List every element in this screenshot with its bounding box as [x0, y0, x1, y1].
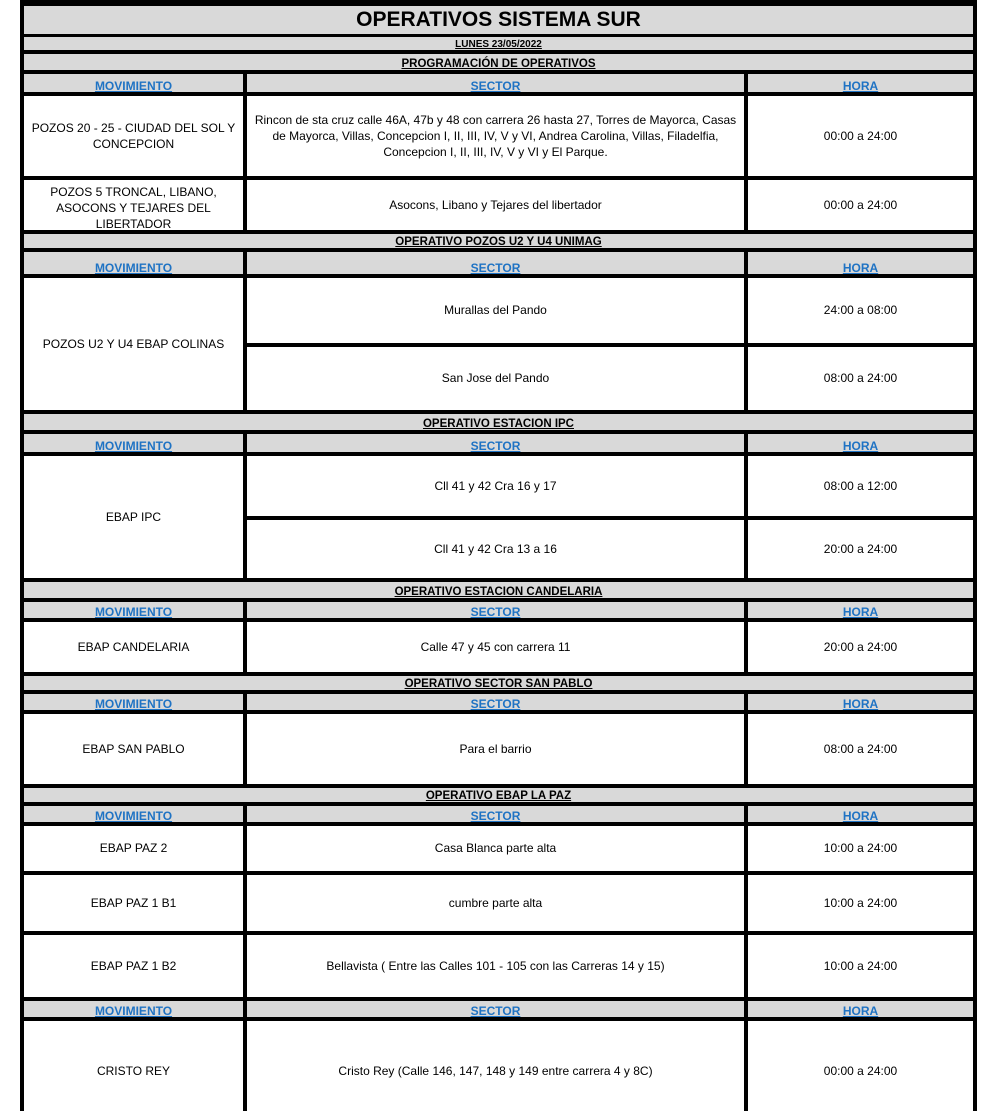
- cell-movimiento: EBAP IPC: [24, 456, 243, 578]
- header-hora: HORA: [748, 694, 973, 710]
- cell-sector: Cll 41 y 42 Cra 13 a 16: [247, 520, 744, 578]
- cell-hora: 08:00 a 24:00: [748, 347, 973, 410]
- header-sector: SECTOR: [247, 74, 744, 92]
- cell-sector: San Jose del Pando: [247, 347, 744, 410]
- cell-movimiento: EBAP PAZ 2: [24, 826, 243, 871]
- cell-sector: Para el barrio: [247, 714, 744, 784]
- column-header-row: [24, 806, 973, 822]
- column-header-row: [24, 602, 973, 618]
- cell-movimiento: CRISTO REY: [24, 1021, 243, 1111]
- header-movimiento: MOVIMIENTO: [24, 602, 243, 618]
- header-sector: SECTOR: [247, 806, 744, 822]
- column-header-row: [24, 694, 973, 710]
- cell-hora: 20:00 a 24:00: [748, 622, 973, 672]
- header-sector: SECTOR: [247, 602, 744, 618]
- header-hora: HORA: [748, 74, 973, 92]
- header-hora: HORA: [748, 1001, 973, 1017]
- cell-sector: Cll 41 y 42 Cra 16 y 17: [247, 456, 744, 516]
- cell-movimiento: POZOS U2 Y U4 EBAP COLINAS: [24, 278, 243, 410]
- header-sector: SECTOR: [247, 1001, 744, 1017]
- cell-hora: 10:00 a 24:00: [748, 935, 973, 997]
- column-header-row: [24, 1001, 973, 1017]
- section-title-lapaz: OPERATIVO EBAP LA PAZ: [24, 788, 973, 802]
- header-hora: HORA: [748, 602, 973, 618]
- header-movimiento: MOVIMIENTO: [24, 74, 243, 92]
- cell-sector: cumbre parte alta: [247, 875, 744, 931]
- cell-hora: 08:00 a 24:00: [748, 714, 973, 784]
- section-title-programacion: PROGRAMACIÓN DE OPERATIVOS: [24, 54, 973, 70]
- column-header-row: [24, 74, 973, 92]
- cell-hora: 00:00 a 24:00: [748, 1021, 973, 1111]
- spreadsheet: [20, 0, 977, 1111]
- header-movimiento: MOVIMIENTO: [24, 1001, 243, 1017]
- cell-hora: 24:00 a 08:00: [748, 278, 973, 343]
- cell-movimiento: EBAP CANDELARIA: [24, 622, 243, 672]
- cell-hora: 00:00 a 24:00: [748, 96, 973, 176]
- header-movimiento: MOVIMIENTO: [24, 252, 243, 274]
- cell-movimiento: POZOS 20 - 25 - CIUDAD DEL SOL Y CONCEPCION: [24, 96, 243, 176]
- cell-sector: Asocons, Libano y Tejares del libertador: [247, 180, 744, 230]
- header-movimiento: MOVIMIENTO: [24, 434, 243, 452]
- cell-sector: Calle 47 y 45 con carrera 11: [247, 622, 744, 672]
- cell-hora: 08:00 a 12:00: [748, 456, 973, 516]
- cell-sector: Rincon de sta cruz calle 46A, 47b y 48 con carrera 26 hasta 27, Torres de Mayorca, Casas de Mayorca, Villas, Concepcion I, II, III, IV, V y VI, Andrea Carolina, Villas, Filadelfia, Concepcion I, II, III, IV, V y VI y El Parque.: [247, 96, 744, 176]
- section-title-candelaria: OPERATIVO ESTACION CANDELARIA: [24, 582, 973, 598]
- cell-movimiento: EBAP PAZ 1 B1: [24, 875, 243, 931]
- cell-hora: 10:00 a 24:00: [748, 875, 973, 931]
- header-hora: HORA: [748, 806, 973, 822]
- header-sector: SECTOR: [247, 252, 744, 274]
- cell-movimiento: EBAP PAZ 1 B2: [24, 935, 243, 997]
- cell-movimiento: EBAP SAN PABLO: [24, 714, 243, 784]
- cell-sector: Casa Blanca parte alta: [247, 826, 744, 871]
- cell-hora: 20:00 a 24:00: [748, 520, 973, 578]
- header-sector: SECTOR: [247, 694, 744, 710]
- section-title-unimag: OPERATIVO POZOS U2 Y U4 UNIMAG: [24, 234, 973, 248]
- column-header-row: [24, 252, 973, 274]
- cell-sector: Cristo Rey (Calle 146, 147, 148 y 149 entre carrera 4 y 8C): [247, 1021, 744, 1111]
- header-sector: SECTOR: [247, 434, 744, 452]
- date-label: LUNES 23/05/2022: [24, 37, 973, 50]
- column-header-row: [24, 434, 973, 452]
- cell-sector: Bellavista ( Entre las Calles 101 - 105 con las Carreras 14 y 15): [247, 935, 744, 997]
- cell-sector: Murallas del Pando: [247, 278, 744, 343]
- section-title-ipc: OPERATIVO ESTACION IPC: [24, 414, 973, 430]
- cell-hora: 10:00 a 24:00: [748, 826, 973, 871]
- header-movimiento: MOVIMIENTO: [24, 694, 243, 710]
- page-title: OPERATIVOS SISTEMA SUR: [24, 6, 973, 34]
- cell-movimiento: POZOS 5 TRONCAL, LIBANO, ASOCONS Y TEJARES DEL LIBERTADOR: [24, 180, 243, 230]
- header-hora: HORA: [748, 252, 973, 274]
- section-title-sanpablo: OPERATIVO SECTOR SAN PABLO: [24, 676, 973, 690]
- header-movimiento: MOVIMIENTO: [24, 806, 243, 822]
- header-hora: HORA: [748, 434, 973, 452]
- cell-hora: 00:00 a 24:00: [748, 180, 973, 230]
